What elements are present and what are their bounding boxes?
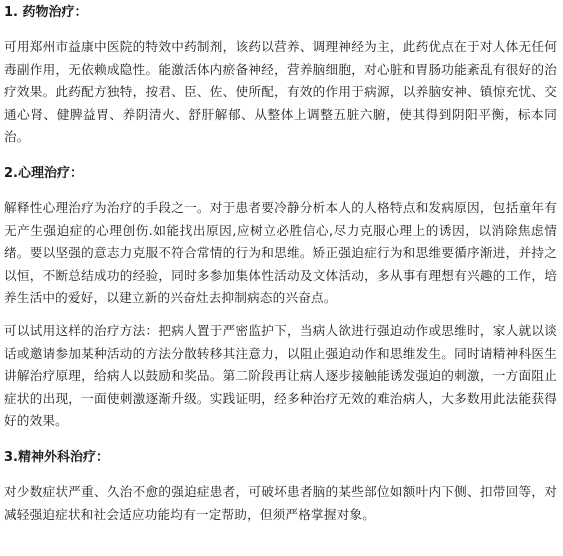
section-title: 3.精神外科治疗： <box>4 449 109 465</box>
paragraph: 可用郑州市益康中医院的特效中药制剂，该药以营养、调理神经为主，此药优点在于对人体无任何毒副作用，无依赖成隐性。能激活体内瘀备神经，营养脑细胞，对心脏和胃肠功能紊乱有很好的治疗效果。此药配方独特，按君、臣、佐、使所配，有效的作用于病源，以养脑安神、镇惊充忧、交通心肾、健脾益胃、养阴清火、舒肝解郁、从整体上调整五脏六腑，使其得到阴阳平衡，标本同治。 <box>4 39 557 145</box>
section-psychotherapy <box>4 159 557 433</box>
section-title: 2.心理治疗： <box>4 165 83 181</box>
section-title: 1. 药物治疗： <box>4 5 88 20</box>
section-psychosurgery <box>4 443 557 526</box>
paragraph: 解释性心理治疗为治疗的手段之一。对于患者要冷静分析本人的人格特点和发病原因，包括童年有无产生强迫症的心理创伤.如能找出原因,应树立必胜信心,尽力克服心理上的诱因，以消除焦虑情绪。要以坚强的意志力克服不符合常情的行为和思维。矫正强迫症行为和思维要循序渐进，并持之以恒，不断总结成功的经验，同时多参加集体性活动及文体活动，多从事有理想有兴趣的工作，培养生活中的爱好，以建立新的兴奋灶去抑制病态的兴奋点。 <box>4 199 557 306</box>
paragraph: 对少数症状严重、久治不愈的强迫症患者，可破坏患者脑的某些部位如额叶内下侧、扣带回等，对减轻强迫症状和社会适应功能均有一定帮助，但须严格掌握对象。 <box>4 483 557 522</box>
section-drug-therapy <box>4 2 557 149</box>
paragraph: 可以试用这样的治疗方法：把病人置于严密监护下，当病人欲进行强迫动作或思维时，家人就以谈话或邀请参加某种活动的方法分散转移其注意力，以阻止强迫动作和思维发生。同时请精神科医生讲解治疗原理，给病人以鼓励和奖品。第二阶段再让病人逐步接触能诱发强迫的刺激，一方面阻止症状的出现，一面使刺激逐渐升级。实践证明，经多种治疗无效的难治病人，大多数用此法能获得好的效果。 <box>4 322 557 429</box>
